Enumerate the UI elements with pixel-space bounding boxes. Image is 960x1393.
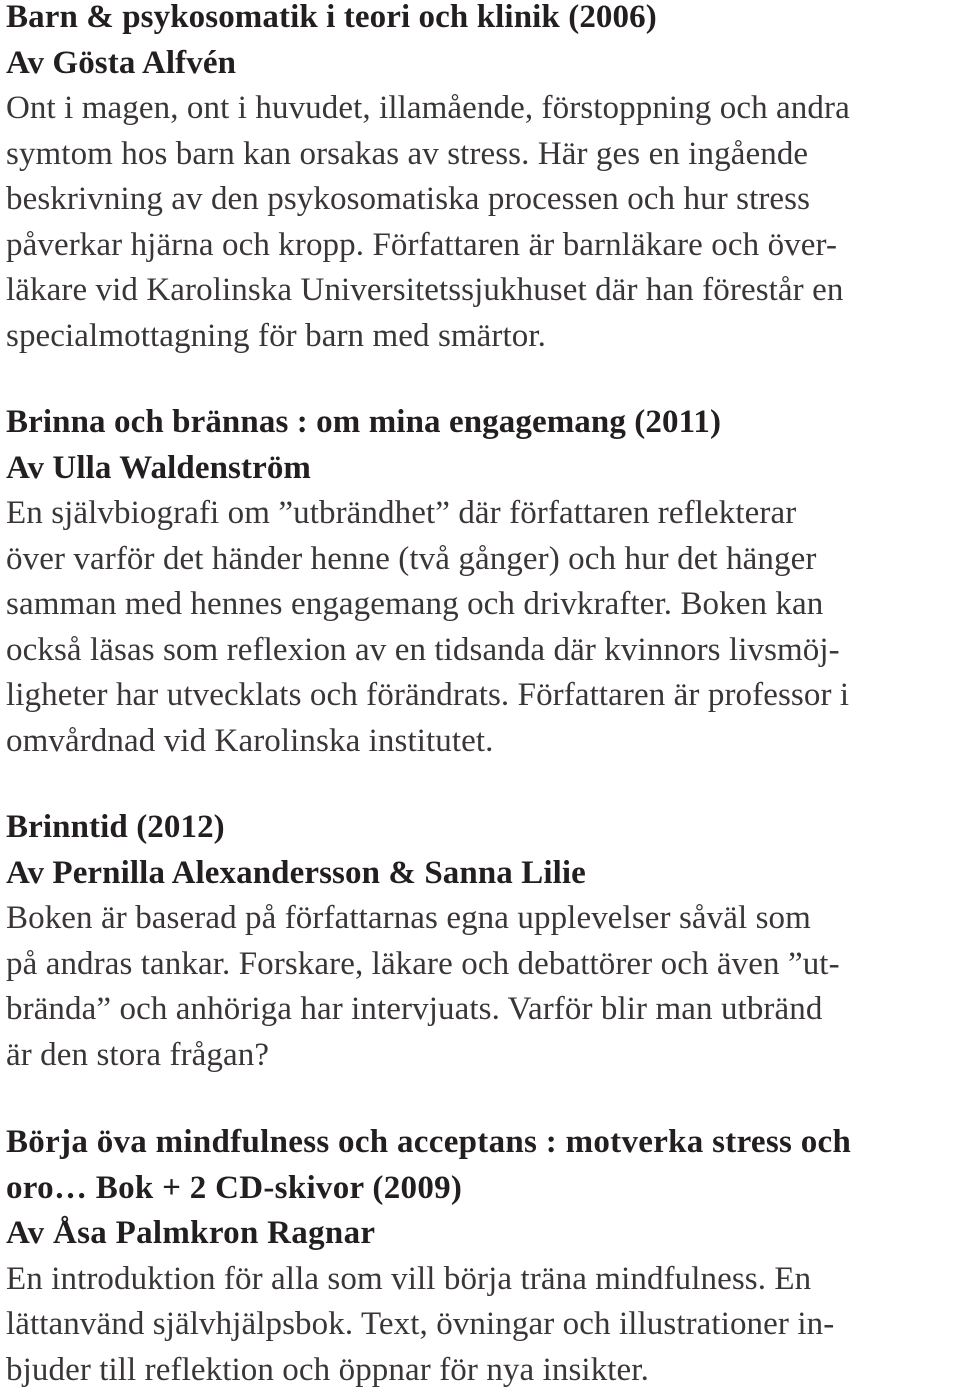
book-description-line: läkare vid Karolinska Universitetssjukhuset där han förestår en xyxy=(6,268,954,314)
book-description-line: samman med hennes engagemang och drivkrafter. Boken kan xyxy=(6,582,954,628)
book-description-line: specialmottagning för barn med smärtor. xyxy=(6,314,954,360)
book-title: Barn & psykosomatik i teori och klinik (2006) xyxy=(6,0,954,41)
book-entry xyxy=(6,400,954,764)
book-description-line: ligheter har utvecklats och förändrats. Författaren är professor i xyxy=(6,673,954,719)
book-description-line: över varför det händer henne (två gånger) och hur det hänger xyxy=(6,537,954,583)
book-description-line: Ont i magen, ont i huvudet, illamående, förstoppning och andra xyxy=(6,86,954,132)
book-title: Börja öva mindfulness och acceptans : motverka stress och xyxy=(6,1120,954,1166)
book-description-line: är den stora frågan? xyxy=(6,1033,954,1079)
book-title: Brinna och brännas : om mina engagemang (2011) xyxy=(6,400,954,446)
book-description-line: lättanvänd självhjälpsbok. Text, övningar och illustrationer in- xyxy=(6,1302,954,1348)
book-author: Av Åsa Palmkron Ragnar xyxy=(6,1211,954,1257)
book-description-line: beskrivning av den psykosomatiska processen och hur stress xyxy=(6,177,954,223)
book-description-line: En självbiografi om ”utbrändhet” där författaren reflekterar xyxy=(6,491,954,537)
book-description-line: påverkar hjärna och kropp. Författaren är barnläkare och över- xyxy=(6,223,954,269)
book-description-line: En introduktion för alla som vill börja träna mindfulness. En xyxy=(6,1257,954,1303)
book-entry xyxy=(6,805,954,1078)
book-description-line: brända” och anhöriga har intervjuats. Varför blir man utbränd xyxy=(6,987,954,1033)
book-author: Av Ulla Waldenström xyxy=(6,446,954,492)
book-entry xyxy=(6,0,954,359)
book-title: oro… Bok + 2 CD-skivor (2009) xyxy=(6,1166,954,1212)
book-description-line: Boken är baserad på författarnas egna upplevelser såväl som xyxy=(6,896,954,942)
book-description-line: omvårdnad vid Karolinska institutet. xyxy=(6,719,954,765)
book-author: Av Gösta Alfvén xyxy=(6,41,954,87)
book-title: Brinntid (2012) xyxy=(6,805,954,851)
book-description-line: på andras tankar. Forskare, läkare och debattörer och även ”ut- xyxy=(6,942,954,988)
book-author: Av Pernilla Alexandersson & Sanna Lilie xyxy=(6,851,954,897)
book-entry xyxy=(6,1120,954,1393)
book-description-line: symtom hos barn kan orsakas av stress. Här ges en ingående xyxy=(6,132,954,178)
book-description-line: också läsas som reflexion av en tidsanda där kvinnors livsmöj- xyxy=(6,628,954,674)
book-description-line: bjuder till reflektion och öppnar för nya insikter. xyxy=(6,1348,954,1393)
